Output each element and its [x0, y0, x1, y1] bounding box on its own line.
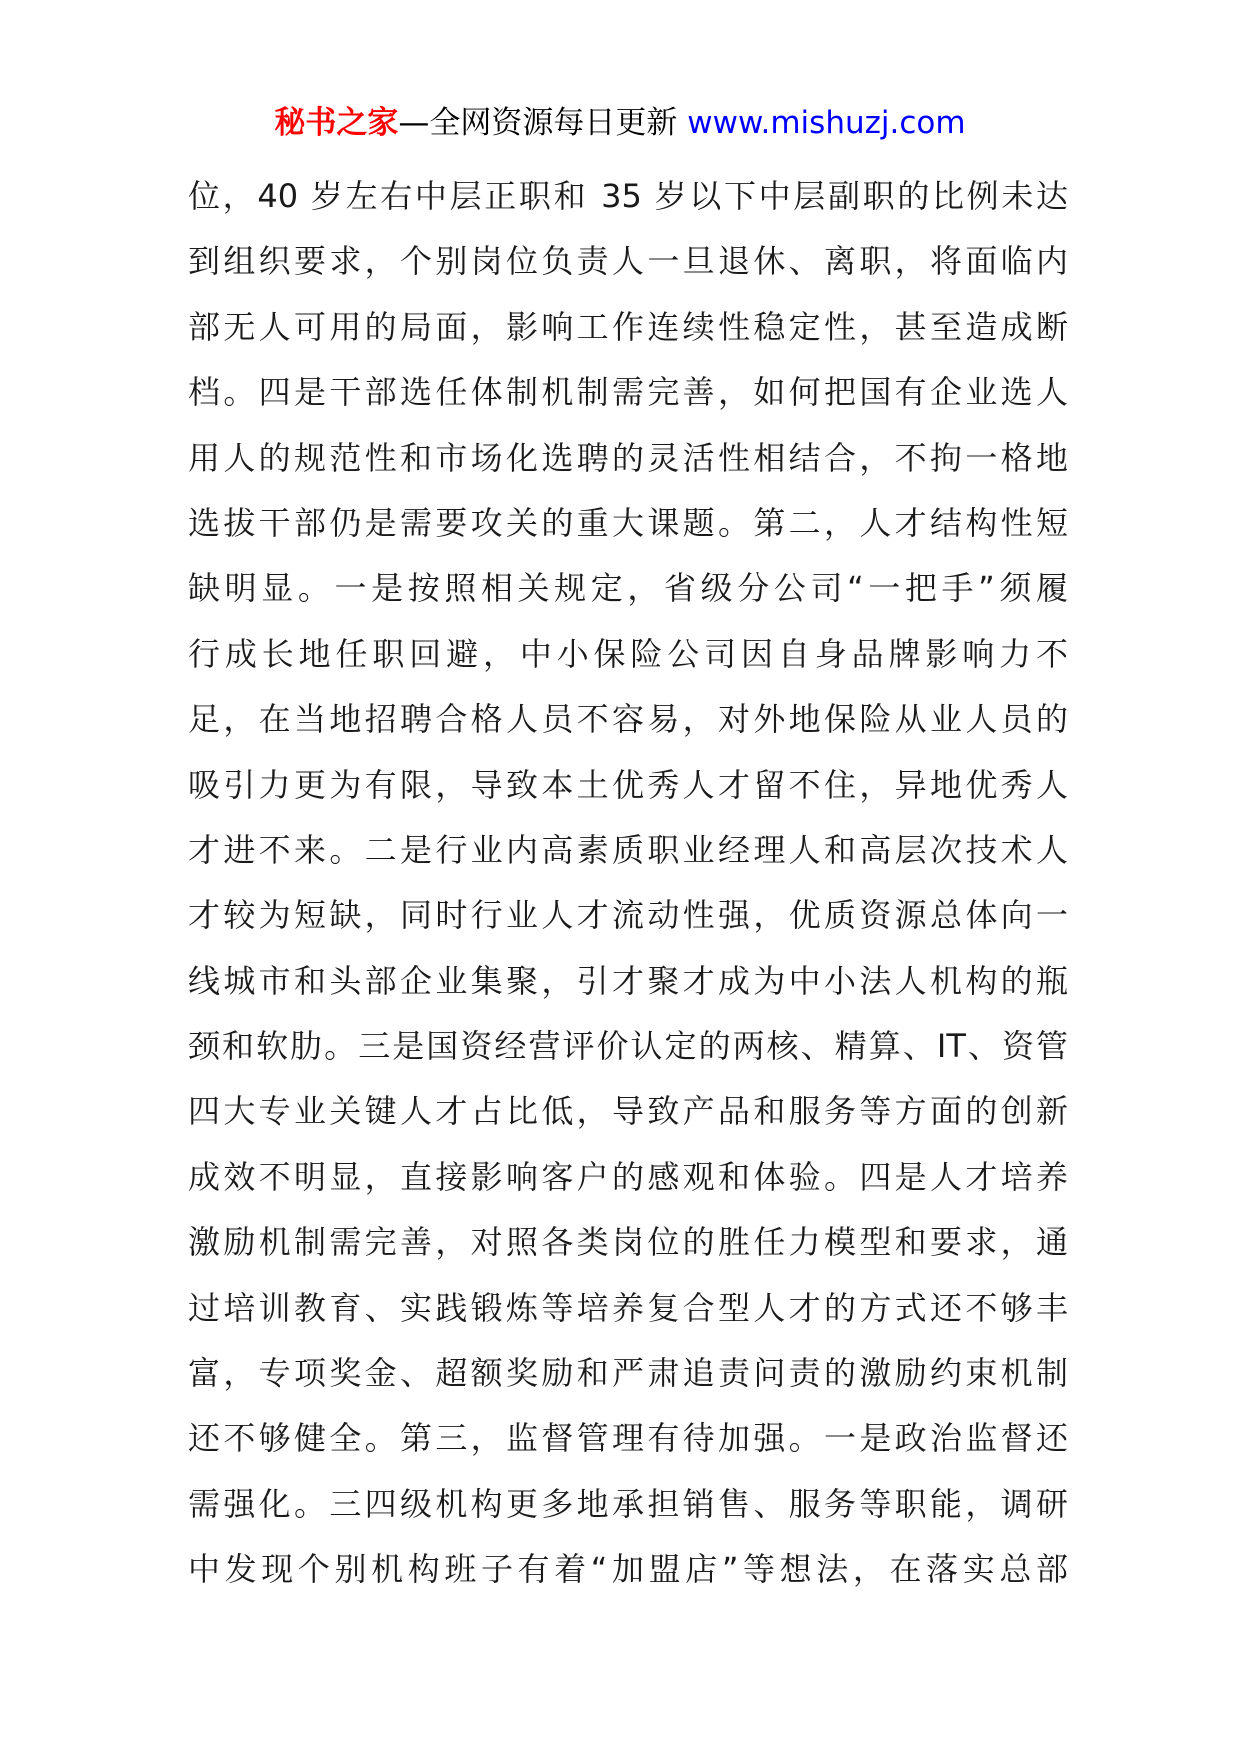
body-text-line: 行成长地任职回避，中小保险公司因自身品牌影响力不	[188, 634, 1068, 673]
body-text-line: 激励机制需完善，对照各类岗位的胜任力模型和要求，通	[188, 1223, 1068, 1262]
body-text-line: 足，在当地招聘合格人员不容易，对外地保险从业人员的	[188, 700, 1068, 739]
page-header	[0, 98, 1240, 148]
brand-name: 秘书之家	[274, 105, 399, 141]
body-text-line: 线城市和头部企业集聚，引才聚才成为中小法人机构的瓶	[188, 961, 1068, 1000]
body-text-line: 才较为短缺，同时行业人才流动性强，优质资源总体向一	[188, 896, 1068, 935]
body-text-line: 用人的规范性和市场化选聘的灵活性相结合，不拘一格地	[188, 438, 1068, 477]
body-text-line: 档。四是干部选任体制机制需完善，如何把国有企业选人	[188, 373, 1068, 412]
body-text-line: 缺明显。一是按照相关规定，省级分公司“一把手”须履	[188, 569, 1068, 608]
body-text-line: 过培训教育、实践锻炼等培养复合型人才的方式还不够丰	[188, 1288, 1068, 1327]
body-text-line: 颈和软肋。三是国资经营评价认定的两核、精算、IT、资管	[188, 1027, 1068, 1066]
body-text-line: 中发现个别机构班子有着“加盟店”等想法，在落实总部	[188, 1550, 1068, 1589]
header-tagline: —全网资源每日更新	[398, 105, 678, 141]
body-text-line: 需强化。三四级机构更多地承担销售、服务等职能，调研	[188, 1484, 1068, 1523]
site-url-link[interactable]: www.mishuzj.com	[687, 105, 966, 141]
body-text-line: 四大专业关键人才占比低，导致产品和服务等方面的创新	[188, 1092, 1068, 1131]
body-text-line: 吸引力更为有限，导致本土优秀人才留不住，异地优秀人	[188, 765, 1068, 804]
body-text-line: 部无人可用的局面，影响工作连续性稳定性，甚至造成断	[188, 307, 1068, 346]
body-text-line: 才进不来。二是行业内高素质职业经理人和高层次技术人	[188, 830, 1068, 869]
body-text-line: 位，40 岁左右中层正职和 35 岁以下中层副职的比例未达	[188, 177, 1068, 215]
body-text-line: 选拔干部仍是需要攻关的重大课题。第二，人才结构性短	[188, 503, 1068, 542]
document-body	[188, 164, 1068, 1603]
body-text-line: 还不够健全。第三，监督管理有待加强。一是政治监督还	[188, 1419, 1068, 1458]
body-text-line: 到组织要求，个别岗位负责人一旦退休、离职，将面临内	[188, 242, 1068, 281]
body-text-line: 富，专项奖金、超额奖励和严肃追责问责的激励约束机制	[188, 1354, 1068, 1393]
body-text-line: 成效不明显，直接影响客户的感观和体验。四是人才培养	[188, 1157, 1068, 1196]
